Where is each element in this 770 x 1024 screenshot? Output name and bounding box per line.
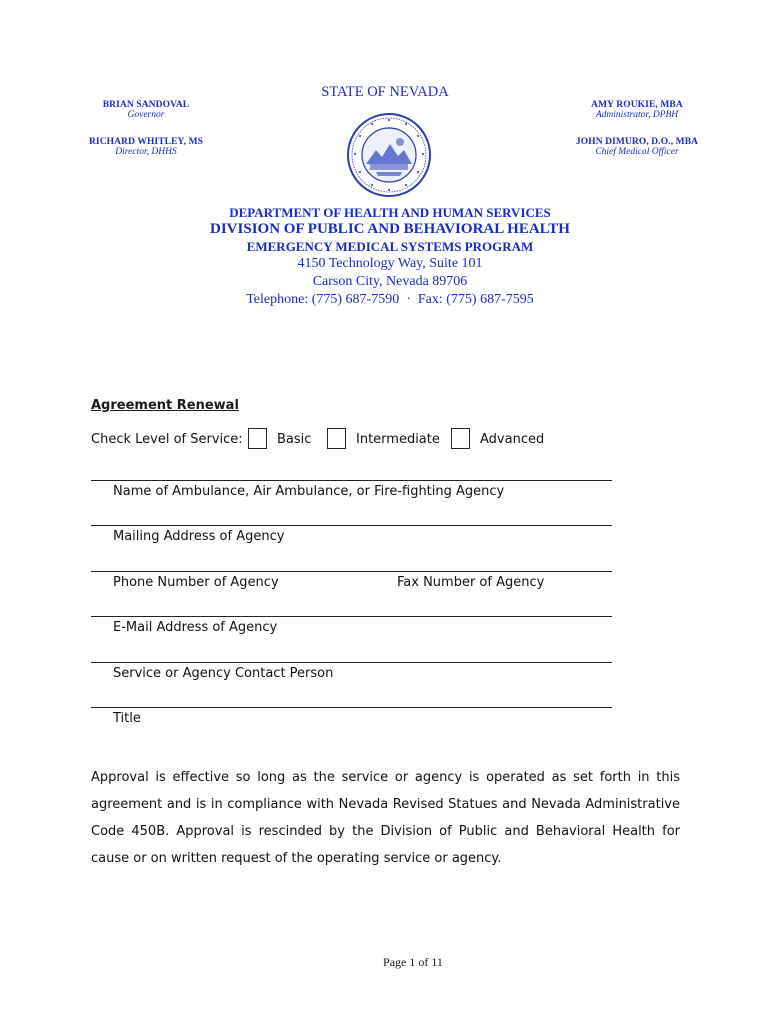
advanced-checkbox[interactable] [451,428,470,449]
contact-line: Telephone: (775) 687-7590 · Fax: (775) 687-7595 [246,292,534,307]
email-label: E-Mail Address of Agency [113,620,278,635]
contact-person-line[interactable] [91,662,612,663]
official-cmo [537,137,737,157]
official-name: AMY ROUKIE, MBA [591,100,683,110]
official-name: RICHARD WHITLEY, MS [88,137,204,147]
contact-person-label: Service or Agency Contact Person [113,666,334,681]
state-title: STATE OF NEVADA [321,84,449,100]
email-line[interactable] [91,616,612,617]
official-director [46,137,246,157]
title-line[interactable] [91,707,612,708]
state-seal-icon [346,112,432,198]
page-number: Page 1 of 11 [383,955,443,969]
phone-fax-line[interactable] [91,571,612,572]
mailing-address-label: Mailing Address of Agency [113,529,285,544]
intermediate-checkbox[interactable] [327,428,346,449]
basic-checkbox[interactable] [248,428,267,449]
address-line-1: 4150 Technology Way, Suite 101 [297,256,483,271]
title-label: Title [113,711,141,726]
official-role: Administrator, DPBH [595,110,679,120]
service-level-prompt: Check Level of Service: [91,432,243,447]
section-title: Agreement Renewal [91,398,239,413]
basic-label: Basic [277,432,312,447]
fax-label: Fax Number of Agency [397,575,545,590]
program-name: EMERGENCY MEDICAL SYSTEMS PROGRAM [246,239,534,254]
agency-name-label: Name of Ambulance, Air Ambulance, or Fire-fighting Agency [113,484,505,499]
official-name: JOHN DIMURO, D.O., MBA [575,137,699,147]
approval-paragraph: Approval is effective so long as the service or agency is operated as set forth in this agreement and is in compliance with Nevada Revised Statues and Nevada Administrative Code 450B. Approval is rescinded by the Division of Public and Behavioral Health for cause or on written request of the operating service or agency. [91,770,680,866]
official-governor [46,100,246,120]
phone-label: Phone Number of Agency [113,575,279,590]
official-name: BRIAN SANDOVAL [102,100,190,110]
intermediate-label: Intermediate [356,432,440,447]
mailing-address-line[interactable] [91,525,612,526]
advanced-label: Advanced [480,432,545,447]
official-role: Director, DHHS [115,147,177,157]
department-name: DEPARTMENT OF HEALTH AND HUMAN SERVICES [229,205,551,220]
address-line-2: Carson City, Nevada 89706 [312,274,468,289]
official-role: Chief Medical Officer [595,147,679,157]
official-administrator [537,100,737,120]
division-name: DIVISION OF PUBLIC AND BEHAVIORAL HEALTH [210,221,570,237]
agency-name-line[interactable] [91,480,612,481]
official-role: Governor [127,110,165,120]
